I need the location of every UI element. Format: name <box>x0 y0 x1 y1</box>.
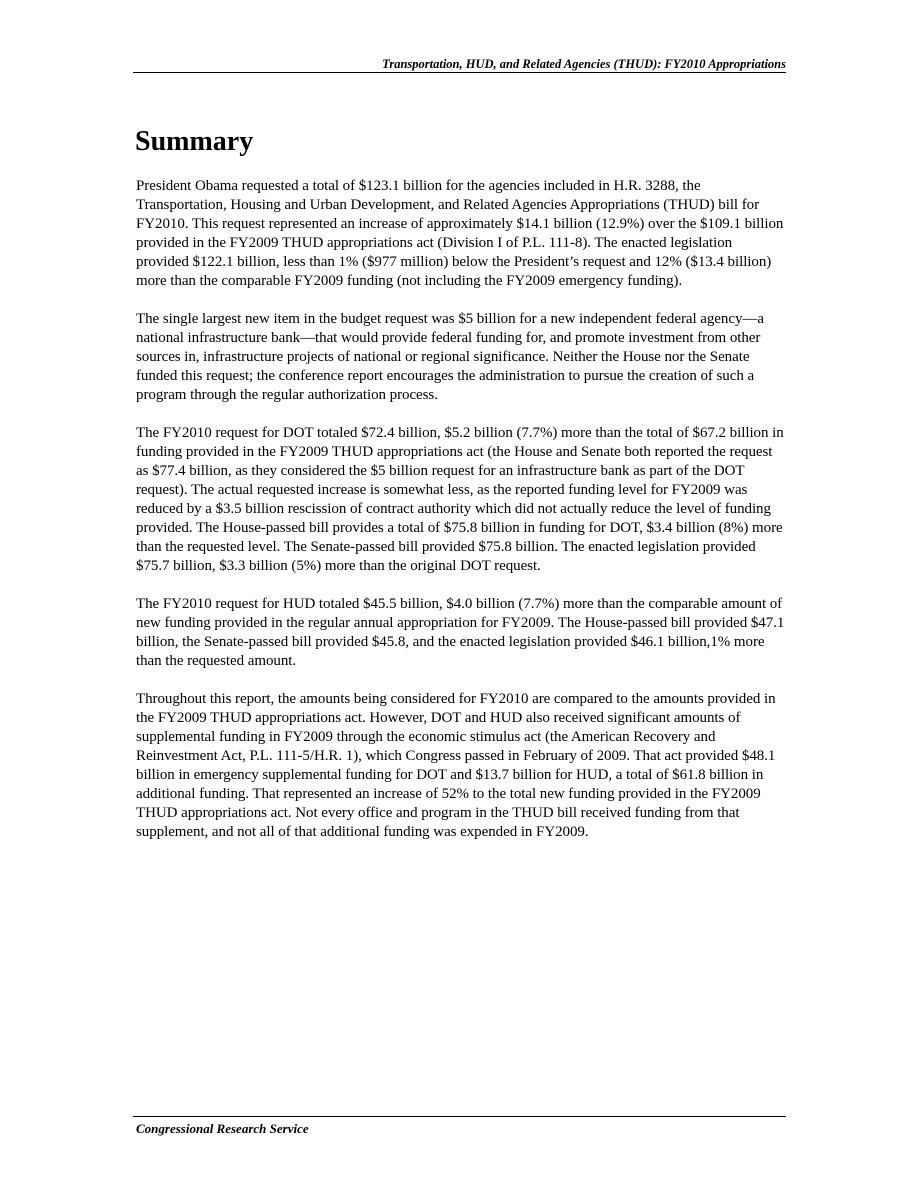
summary-paragraph: The single largest new item in the budget request was $5 billion for a new independent federal agency—a national infrastructure bank—that would provide federal funding for, and promote investment from other sources in, infrastructure projects of national or regional significance. Neither the House nor the Senate funded this request; the conference report encourages the administration to pursue the creation of such a program through the regular authorization process. <box>136 311 764 403</box>
section-title: Summary <box>135 126 254 157</box>
summary-paragraph: Throughout this report, the amounts being considered for FY2010 are compared to the amounts provided in the FY2009 THUD appropriations act. However, DOT and HUD also received significant amounts of supplemental funding in FY2009 through the economic stimulus act (the American Recovery and Reinvestment Act, P.L. 111-5/H.R. 1), which Congress passed in February of 2009. That act provided $48.1 billion in emergency supplemental funding for DOT and $13.7 billion for HUD, a total of $61.8 billion in additional funding. That represented an increase of 52% to the total new funding provided in the FY2009 THUD appropriations act. Not every office and program in the THUD bill received funding from that supplement, and not all of that additional funding was expended in FY2009. <box>136 691 776 840</box>
summary-body <box>136 177 788 861</box>
running-footer: Congressional Research Service <box>136 1121 309 1136</box>
running-header-title: Transportation, HUD, and Related Agencies (THUD): FY2010 Appropriations <box>382 57 786 71</box>
summary-paragraph: The FY2010 request for DOT totaled $72.4 billion, $5.2 billion (7.7%) more than the total of $67.2 billion in funding provided in the FY2009 THUD appropriations act (the House and Senate both reported the request as $77.4 billion, as they considered the $5 billion request for an infrastructure bank as part of the DOT request). The actual requested increase is somewhat less, as the reported funding level for FY2009 was reduced by a $3.5 billion rescission of contract authority which did not actually reduce the level of funding provided. The House-passed bill provides a total of $75.8 billion in funding for DOT, $3.4 billion (8%) more than the requested level. The Senate-passed bill provided $75.8 billion. The enacted legislation provided $75.7 billion, $3.3 billion (5%) more than the original DOT request. <box>136 425 784 574</box>
footer-divider <box>133 1116 786 1117</box>
running-header <box>133 56 786 73</box>
summary-paragraph: President Obama requested a total of $123.1 billion for the agencies included in H.R. 3288, the Transportation, Housing and Urban Development, and Related Agencies Appropriations (THUD) bill for FY2010. This request represented an increase of approximately $14.1 billion (12.9%) over the $109.1 billion provided in the FY2009 THUD appropriations act (Division I of P.L. 111-8). The enacted legislation provided $122.1 billion, less than 1% ($977 million) below the President’s request and 12% ($13.4 billion) more than the comparable FY2009 funding (not including the FY2009 emergency funding). <box>136 178 784 289</box>
summary-paragraph: The FY2010 request for HUD totaled $45.5 billion, $4.0 billion (7.7%) more than the comparable amount of new funding provided in the regular annual appropriation for FY2009. The House-passed bill provided $47.1 billion, the Senate-passed bill provided $45.8, and the enacted legislation provided $46.1 billion,1% more than the requested amount. <box>136 596 785 669</box>
